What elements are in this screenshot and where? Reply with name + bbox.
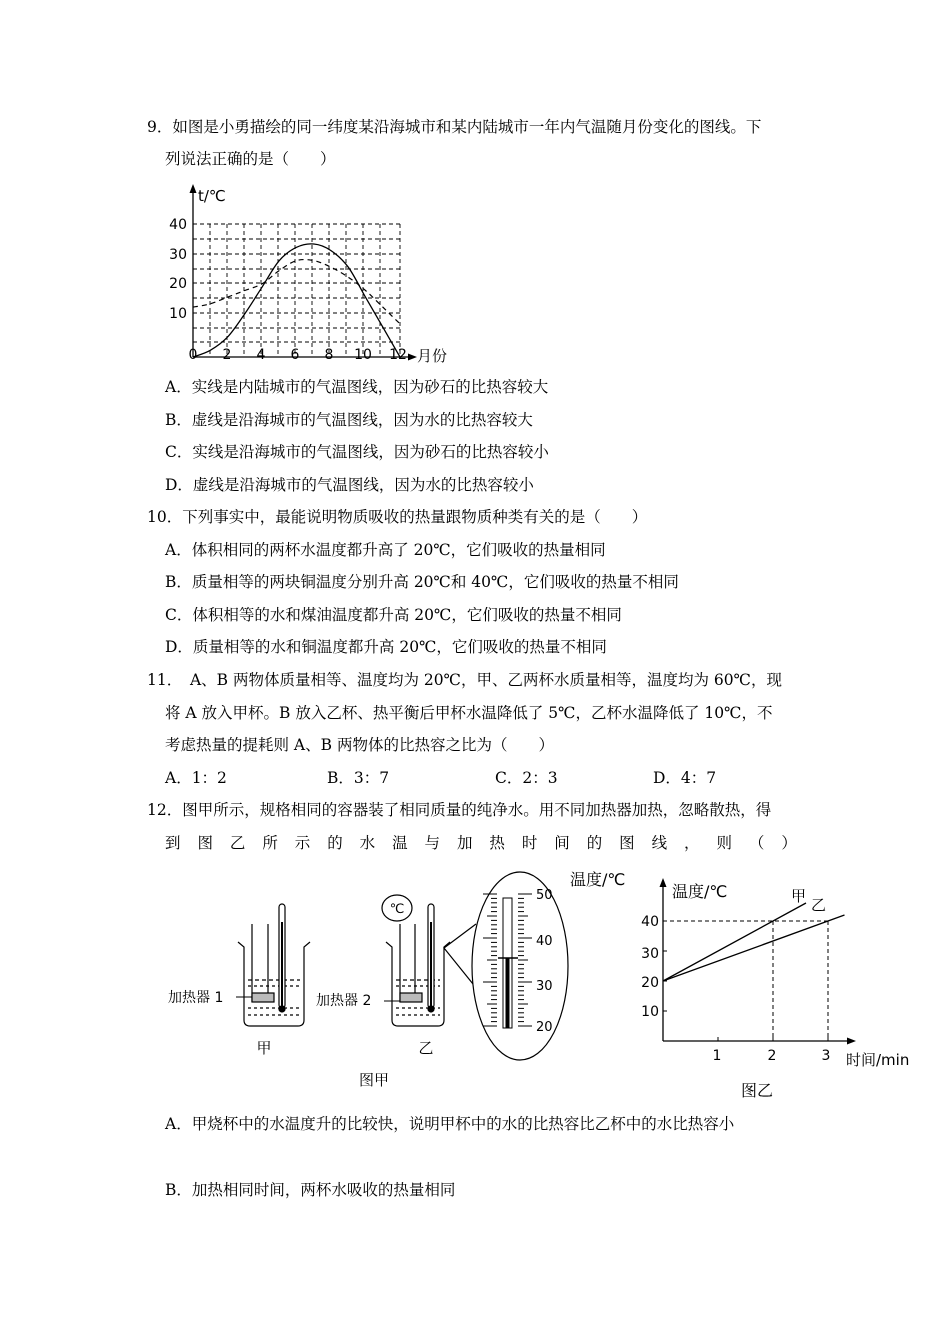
q12-char: （ — [748, 834, 765, 852]
q12-char: 间 — [554, 834, 570, 852]
q12-char: 与 — [424, 834, 441, 852]
q12-option-a: A．甲烧杯中的水温度升的比较快，说明甲杯中的水的比热容比乙杯中的水比热容小 — [165, 1115, 735, 1133]
q12-x-tick: 1 — [712, 1048, 722, 1064]
scale-axis-label: 温度/℃ — [570, 870, 626, 889]
beaker-2-label: 乙 — [418, 1039, 434, 1057]
q12-char: 则 — [716, 834, 732, 852]
q12-char: 示 — [294, 834, 311, 852]
q12-y-axis-arrow — [660, 878, 667, 887]
q12-line-yi — [663, 915, 845, 981]
q12-y-tick: 30 — [641, 946, 659, 962]
q10-option-a: A．体积相同的两杯水温度都升高了 20℃，它们吸收的热量相同 — [165, 541, 606, 559]
q12-char: 图 — [197, 834, 213, 852]
q12-x-axis-label: 时间/min — [846, 1051, 910, 1069]
q12-y-tick: 40 — [641, 914, 659, 930]
q11-option-a: A．1：2 — [165, 769, 227, 787]
q9-solid-curve — [193, 244, 400, 357]
beaker-1-label: 甲 — [256, 1039, 272, 1057]
q12-char: 热 — [489, 834, 505, 852]
q9-option-a: A．实线是内陆城市的气温图线，因为砂石的比热容较大 — [165, 378, 549, 396]
q12-y-axis-label: 温度/℃ — [672, 882, 728, 901]
q10-option-d: D．质量相等的水和铜温度都升高 20℃，它们吸收的热量不相同 — [165, 638, 607, 656]
q12-char: ） — [781, 834, 797, 852]
q10-option-c: C．体积相等的水和煤油温度都升高 20℃，它们吸收的热量不相同 — [165, 606, 622, 624]
q9-x-tick: 0 — [188, 347, 198, 363]
q12-char: 温 — [392, 834, 408, 852]
q12-char: 加 — [456, 834, 473, 852]
q12-y-tick: 10 — [641, 1004, 659, 1020]
q12-axis-ticks — [663, 921, 828, 1041]
q12-line-label-jia: 甲 — [791, 887, 807, 905]
q11-stem-line3: 考虑热量的提耗则 A、B 两物体的比热容之比为（ ） — [165, 736, 554, 754]
q12-option-b: B．加热相同时间，两杯水吸收的热量相同 — [165, 1181, 456, 1199]
q9-y-tick: 20 — [169, 276, 187, 292]
q11-option-b: B．3：7 — [327, 769, 390, 787]
q9-x-axis-arrow — [408, 354, 417, 361]
q9-grid — [193, 224, 400, 357]
q12-char: 线 — [651, 834, 668, 852]
q9-stem-line2: 列说法正确的是（ ） — [165, 150, 336, 168]
q12-char: 乙 — [229, 834, 246, 852]
q12-stem-line2 — [165, 833, 797, 853]
q12-char: 时 — [521, 834, 538, 852]
q12-x-axis-arrow — [847, 1038, 856, 1045]
q12-stem-line1: 12．图甲所示，规格相同的容器装了相同质量的纯净水。用不同加热器加热，忽略散热，得 — [147, 801, 772, 819]
scale-tick-label: 40 — [536, 934, 553, 949]
q9-option-b: B．虚线是沿海城市的气温图线，因为水的比热容较大 — [165, 411, 533, 429]
q9-x-tick: 6 — [290, 347, 300, 363]
q12-line-label-yi: 乙 — [811, 896, 827, 914]
q9-stem-line1: 9．如图是小勇描绘的同一纬度某沿海城市和某内陆城市一年内气温随月份变化的图线。下 — [147, 118, 762, 136]
scale-tick-label: 20 — [536, 1020, 553, 1035]
q12-line-jia — [663, 903, 806, 981]
q12-char: 到 — [165, 834, 181, 852]
q11-stem-line1: 11． A、B 两物体质量相等、温度均为 20℃，甲、乙两杯水质量相等，温度均为 60℃，现 — [147, 671, 782, 689]
q9-y-tick: 10 — [169, 306, 187, 322]
scale-tick-label: 50 — [536, 888, 553, 903]
q12-char: 图 — [619, 834, 635, 852]
q9-x-tick: 4 — [256, 347, 266, 363]
q9-y-axis-arrow — [190, 184, 197, 193]
scale-tick-label: 30 — [536, 979, 553, 994]
q11-option-d: D．4：7 — [653, 769, 717, 787]
q12-x-tick: 3 — [821, 1048, 831, 1064]
q12-char: ， — [684, 834, 700, 852]
q9-x-tick: 10 — [354, 347, 372, 363]
q12-char: 水 — [359, 834, 376, 852]
q12-temperature-time-graph — [630, 870, 920, 1105]
q12-char: 的 — [586, 834, 603, 852]
q10-option-b: B．质量相等的两块铜温度分别升高 20℃和 40℃，它们吸收的热量不相同 — [165, 573, 679, 591]
q11-stem-line2: 将 A 放入甲杯。B 放入乙杯、热平衡后甲杯水温降低了 5℃，乙杯水温降低了 10℃，不 — [165, 704, 773, 722]
q9-y-tick: 30 — [169, 247, 187, 263]
q12-char: 的 — [327, 834, 343, 852]
q9-y-tick: 40 — [169, 217, 187, 233]
q9-x-tick: 8 — [324, 347, 334, 363]
beaker-2 — [386, 904, 450, 1026]
q9-temperature-chart — [165, 180, 465, 365]
celsius-symbol: ℃ — [389, 902, 405, 917]
heater-1-label: 加热器 1 — [168, 990, 224, 1006]
q9-x-axis-label: 月份 — [417, 347, 448, 365]
q12-y-tick: 20 — [641, 975, 659, 991]
figure-jia-caption: 图甲 — [358, 1071, 390, 1089]
q9-x-tick: 2 — [222, 347, 232, 363]
q12-x-tick: 2 — [767, 1048, 777, 1064]
beaker-1 — [238, 904, 310, 1026]
q10-stem: 10．下列事实中，最能说明物质吸收的热量跟物质种类有关的是（ ） — [147, 508, 648, 526]
heater-2-label: 加热器 2 — [316, 993, 372, 1009]
q9-option-d: D．虚线是沿海城市的气温图线，因为水的比热容较小 — [165, 476, 534, 494]
q9-option-c: C．实线是沿海城市的气温图线，因为砂石的比热容较小 — [165, 443, 549, 461]
q11-option-c: C．2：3 — [495, 769, 558, 787]
q9-x-tick: 12 — [389, 347, 407, 363]
q12-char: 所 — [262, 834, 278, 852]
figure-yi-caption: 图乙 — [740, 1081, 774, 1100]
q9-y-axis-label: t/℃ — [198, 187, 226, 205]
q12-apparatus-figure — [160, 862, 626, 1094]
